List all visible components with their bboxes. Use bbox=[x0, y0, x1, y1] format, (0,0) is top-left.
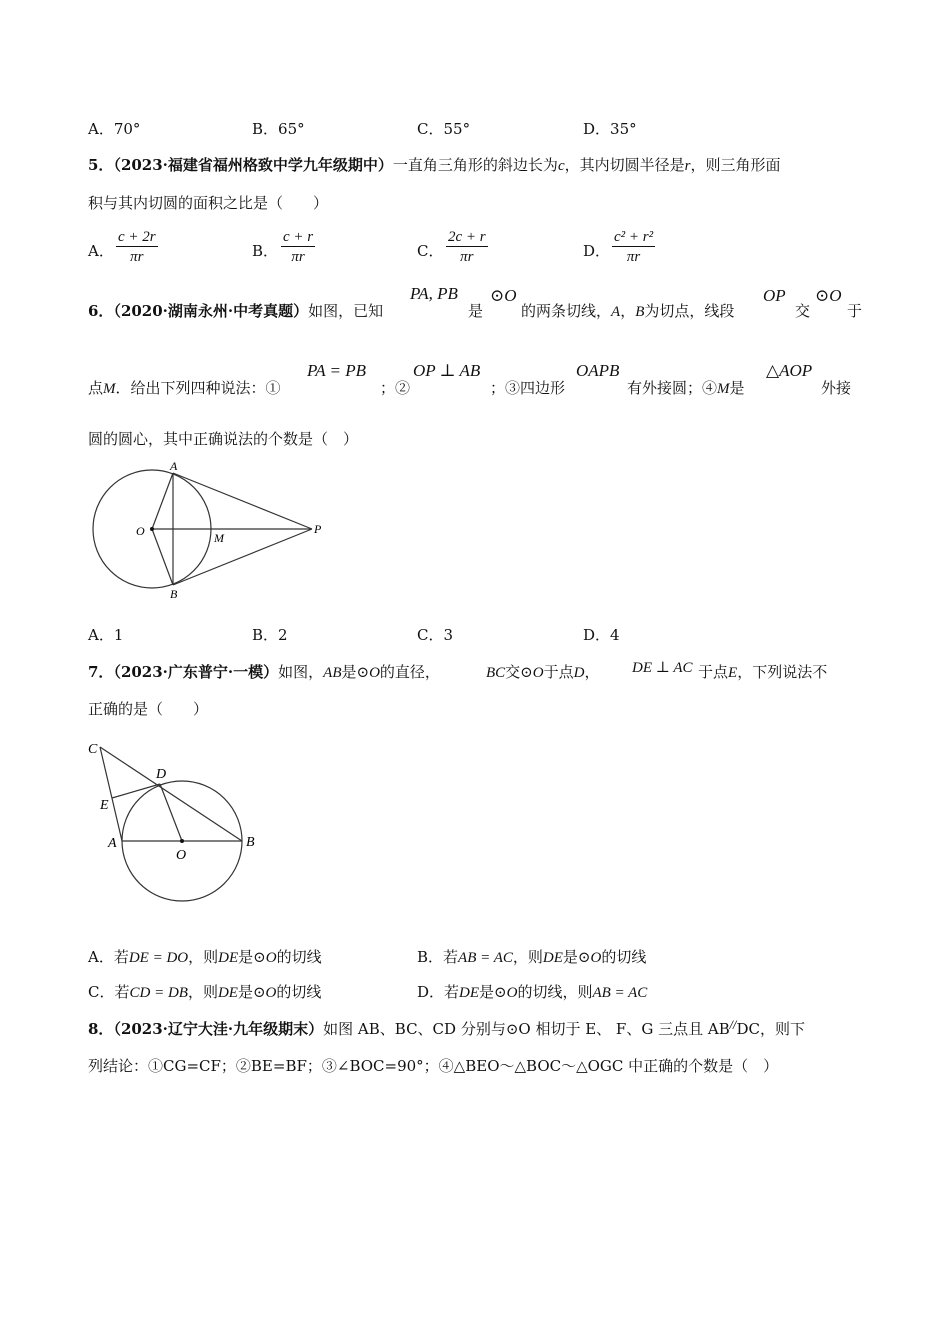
q6-option-d: D．4 bbox=[583, 626, 620, 644]
q7-math-de-perp-ac: DE ⊥ AC bbox=[632, 660, 693, 676]
q6-option-b: B．2 bbox=[252, 626, 288, 644]
q7-figure-line-de bbox=[112, 784, 160, 798]
q6-text-yu: 于 bbox=[847, 302, 863, 320]
q6-figure-label-o: O bbox=[136, 524, 145, 538]
q7-figure-label-c: C bbox=[88, 742, 98, 757]
q7-figure-line-ca bbox=[100, 747, 122, 841]
q6-text-2: ；② bbox=[380, 379, 411, 397]
q8-line-1: 8．（2023·辽宁大洼·九年级期末）如图 AB、BC、CD 分别与⊙O 相切于 E、 F、G 三点且 AB//DC，则下 bbox=[88, 1020, 805, 1038]
q6-figure-label-a: A bbox=[170, 459, 178, 473]
q6-figure-line-pa bbox=[173, 473, 312, 529]
q7-figure-label-d: D bbox=[156, 767, 167, 782]
q6-math-circle-o-2: ⊙O bbox=[815, 286, 842, 305]
q6-text-4: 有外接圆；④M是 bbox=[627, 379, 745, 397]
q6-figure-line-pb bbox=[173, 529, 312, 585]
q6-option-c: C．3 bbox=[417, 626, 454, 644]
q7-line-1c: 于点E，下列说法不 bbox=[698, 663, 828, 681]
q6-figure-line-oa bbox=[152, 473, 173, 529]
q6-line-1: 6．（2020·湖南永州·中考真题）如图，已知 bbox=[88, 302, 384, 320]
q6-math-pa-eq-pb: PA = PB bbox=[307, 361, 367, 380]
q7-option-c: C．若CD = DB，则DE是⊙O的切线 bbox=[88, 983, 322, 1001]
q6-line-1-rest: 的两条切线，A，B为切点，线段 bbox=[521, 302, 735, 320]
q6-math-circle-o: ⊙O bbox=[490, 286, 517, 305]
q4-option-b: B．65° bbox=[252, 120, 305, 138]
q5-option-b-label: B． bbox=[252, 242, 279, 260]
q7-option-b: B．若AB = AC，则DE是⊙O的切线 bbox=[417, 948, 647, 966]
q5-option-d-label: D． bbox=[583, 242, 611, 260]
q6-text-shi: 是 bbox=[468, 302, 484, 320]
q7-line-2: 正确的是（ ） bbox=[88, 700, 209, 718]
q7-figure-label-e: E bbox=[100, 798, 109, 813]
q5-option-b-fraction: $\frac{c + r}{\pi r}$ bbox=[283, 229, 314, 265]
q8-line-2: 列结论：①CG=CF；②BE=BF；③∠BOC=90°；④△BEO～△BOC～△OGC 中正确的个数是（ ） bbox=[88, 1057, 779, 1075]
q6-figure-label-m: M bbox=[214, 531, 224, 545]
q7-figure-label-b: B bbox=[246, 835, 255, 850]
q6-text-3: ；③四边形 bbox=[490, 379, 566, 397]
q5-option-d-fraction: $\frac{\text{c² + r²}}{\pi r}$ bbox=[614, 229, 654, 265]
q4-option-d: D．35° bbox=[583, 120, 637, 138]
q6-line-2-start: 点M．给出下列四种说法：① bbox=[88, 379, 281, 397]
q7-figure-line-od bbox=[160, 784, 182, 841]
q6-figure-line-ob bbox=[152, 529, 173, 585]
q6-math-oapb: OAPB bbox=[576, 361, 620, 380]
q6-math-op: OP bbox=[763, 286, 786, 305]
q5-option-a-label: A． bbox=[88, 242, 114, 260]
q4-option-c: C．55° bbox=[417, 120, 471, 138]
q7-option-a: A．若DE = DO，则DE是⊙O的切线 bbox=[88, 948, 322, 966]
q5-option-c-label: C． bbox=[417, 242, 444, 260]
q6-text-5: 外接 bbox=[821, 379, 852, 397]
q6-text-jiao: 交 bbox=[795, 302, 811, 320]
q7-figure-label-a: A bbox=[108, 836, 117, 851]
q7-figure-label-o: O bbox=[176, 848, 187, 863]
q6-figure-point-o bbox=[150, 527, 154, 531]
q7-figure-line-cb bbox=[100, 747, 242, 841]
q5-option-a-fraction: $\frac{c + 2r}{\pi r}$ bbox=[118, 229, 156, 265]
q7-option-d: D．若DE是⊙O的切线，则AB = AC bbox=[417, 983, 648, 1001]
q5-line-1: 5．（2023·福建省福州格致中学九年级期中）一直角三角形的斜边长为c，其内切圆半径是r，则三角形面 bbox=[88, 156, 781, 174]
q6-math-pa-pb: PA, PB bbox=[410, 284, 458, 303]
q6-math-op-perp-ab: OP ⊥ AB bbox=[413, 361, 481, 380]
q6-math-triangle-aop: △AOP bbox=[766, 361, 813, 380]
q7-line-1a: 7．（2023·广东普宁·一模）如图，AB是⊙O的直径， bbox=[88, 663, 440, 681]
q5-option-c-fraction: $\frac{2c + r}{\pi r}$ bbox=[448, 229, 486, 265]
q6-figure bbox=[80, 455, 340, 605]
q6-figure-label-p: P bbox=[314, 522, 322, 536]
q7-figure bbox=[80, 735, 270, 910]
q5-line-2: 积与其内切圆的面积之比是（ ） bbox=[88, 194, 329, 212]
q6-figure-label-b: B bbox=[170, 587, 178, 601]
q7-line-1b: BC交⊙O于点D， bbox=[486, 663, 600, 681]
q4-option-a: A．70° bbox=[88, 120, 141, 138]
q7-figure-point-o bbox=[180, 839, 184, 843]
q6-option-a: A．1 bbox=[88, 626, 124, 644]
q6-line-3: 圆的圆心，其中正确说法的个数是（ ） bbox=[88, 430, 359, 448]
